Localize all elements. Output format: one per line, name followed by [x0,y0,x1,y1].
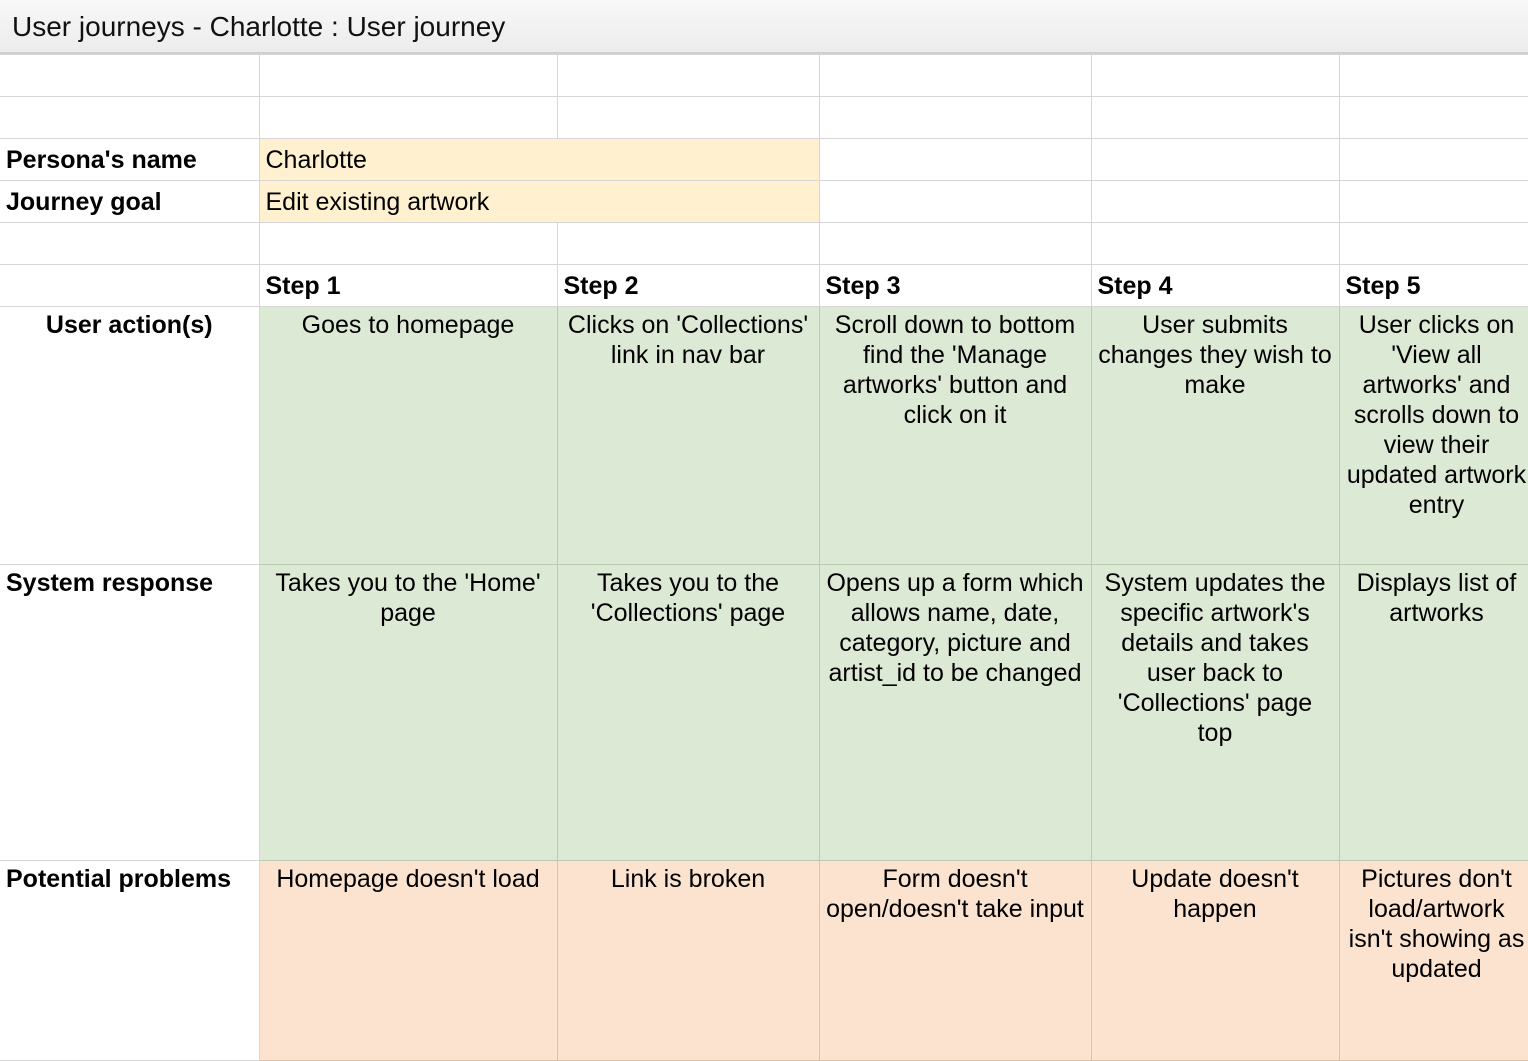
system-response-cell-2[interactable]: Takes you to the 'Collections' page [557,565,819,861]
grid-cell[interactable] [1091,181,1339,223]
persona-row [0,139,1528,181]
grid-cell[interactable] [0,97,259,139]
system-response-cell-3[interactable]: Opens up a form which allows name, date, category, picture and artist_id to be changed [819,565,1091,861]
step-header-3[interactable]: Step 3 [819,265,1091,307]
user-action-cell-4[interactable]: User submits changes they wish to make [1091,307,1339,565]
goal-row [0,181,1528,223]
spreadsheet-grid [0,54,1528,1061]
user-action-cell-1[interactable]: Goes to homepage [259,307,557,565]
empty-row [0,223,1528,265]
step-header-2[interactable]: Step 2 [557,265,819,307]
grid-cell[interactable] [0,223,259,265]
grid-cell[interactable] [1339,181,1528,223]
grid-cell[interactable] [1339,55,1528,97]
grid-cell[interactable] [819,223,1091,265]
steps-header-row [0,265,1528,307]
user-action-row [0,307,1528,565]
system-response-row [0,565,1528,861]
grid-cell[interactable] [1339,223,1528,265]
grid-cell[interactable] [259,223,557,265]
grid-cell[interactable] [1091,139,1339,181]
grid-cell[interactable] [1339,139,1528,181]
step-header-5[interactable]: Step 5 [1339,265,1528,307]
user-action-cell-3[interactable]: Scroll down to bottom find the 'Manage artworks' button and click on it [819,307,1091,565]
potential-problems-label-cell[interactable]: Potential problems [0,861,259,1061]
window-title: User journeys - Charlotte : User journey [12,11,506,42]
grid-cell[interactable] [259,97,557,139]
system-response-cell-5[interactable]: Displays list of artworks [1339,565,1528,861]
grid-cell[interactable] [0,55,259,97]
grid-cell[interactable] [1339,97,1528,139]
grid-cell[interactable] [0,265,259,307]
grid-cell[interactable] [1091,97,1339,139]
grid-cell[interactable] [819,55,1091,97]
grid-cell[interactable] [819,181,1091,223]
user-action-cell-5[interactable]: User clicks on 'View all artworks' and scrolls down to view their updated artwork entry [1339,307,1528,565]
potential-problems-cell-1[interactable]: Homepage doesn't load [259,861,557,1061]
system-response-cell-4[interactable]: System updates the specific artwork's details and takes user back to 'Collections' page top [1091,565,1339,861]
grid-cell[interactable] [819,139,1091,181]
system-response-label-cell[interactable]: System response [0,565,259,861]
goal-value-cell[interactable]: Edit existing artwork [259,181,819,223]
empty-row [0,97,1528,139]
grid-cell[interactable] [557,97,819,139]
potential-problems-row [0,861,1528,1061]
user-action-label-cell[interactable]: User action(s) [0,307,259,565]
grid-cell[interactable] [1091,223,1339,265]
potential-problems-cell-4[interactable]: Update doesn't happen [1091,861,1339,1061]
grid-cell[interactable] [557,223,819,265]
goal-label-cell[interactable]: Journey goal [0,181,259,223]
grid-cell[interactable] [557,55,819,97]
potential-problems-cell-3[interactable]: Form doesn't open/doesn't take input [819,861,1091,1061]
grid-cell[interactable] [819,97,1091,139]
persona-value-cell[interactable]: Charlotte [259,139,819,181]
potential-problems-cell-2[interactable]: Link is broken [557,861,819,1061]
grid-cell[interactable] [259,55,557,97]
step-header-4[interactable]: Step 4 [1091,265,1339,307]
step-header-1[interactable]: Step 1 [259,265,557,307]
window-title-bar [0,0,1528,54]
persona-label-cell[interactable]: Persona's name [0,139,259,181]
system-response-cell-1[interactable]: Takes you to the 'Home' page [259,565,557,861]
empty-row [0,55,1528,97]
grid-cell[interactable] [1091,55,1339,97]
potential-problems-cell-5[interactable]: Pictures don't load/artwork isn't showing as updated [1339,861,1528,1061]
user-action-cell-2[interactable]: Clicks on 'Collections' link in nav bar [557,307,819,565]
